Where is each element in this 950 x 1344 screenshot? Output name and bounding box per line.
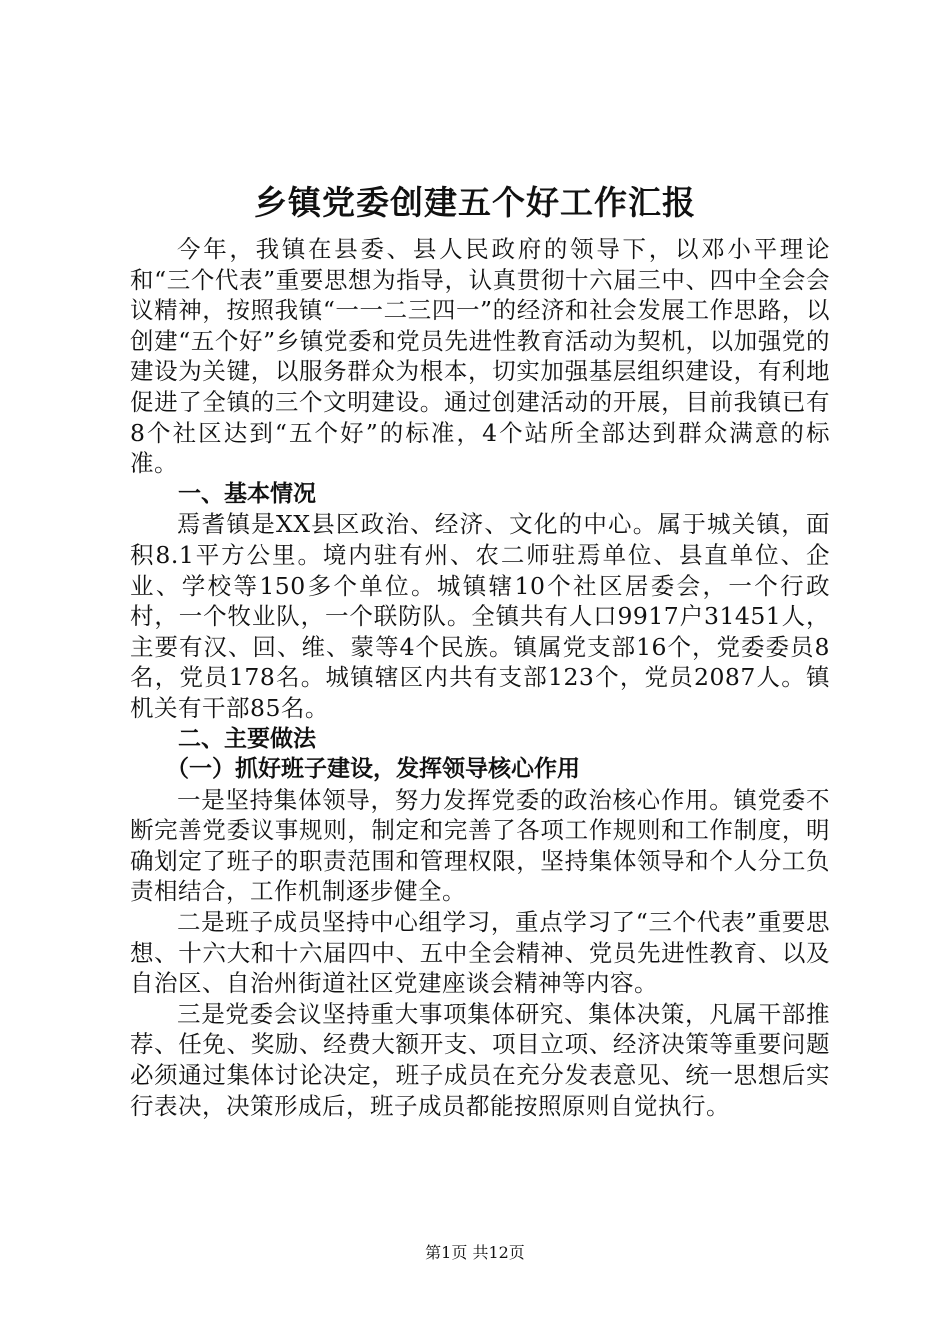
page-number-footer: 第1页 共12页 [425, 1243, 525, 1262]
document-title: 乡镇党委创建五个好工作汇报 [254, 183, 696, 222]
subsection-heading-team-building: （一）抓好班子建设，发挥领导核心作用 [166, 756, 580, 783]
document-body [130, 234, 830, 1121]
paragraph-collective-leadership: 一是坚持集体领导，努力发挥党委的政治核心作用。镇党委不断完善党委议事规则，制定和完善了各项工作规则和工作制度，明确划定了班子的职责范围和管理权限，坚持集体领导和个人分工负责相结合，工作机制逐步健全。 [130, 785, 830, 906]
basic-info-paragraph: 焉耆镇是XX县区政治、经济、文化的中心。属于城关镇，面积8.1平方公里。境内驻有州、农二师驻焉单位、县直单位、企业、学校等150多个单位。城镇辖10个社区居委会，一个行政村，一个牧业队，一个联防队。全镇共有人口9917户31451人，主要有汉、回、维、蒙等4个民族。镇属党支部16个，党委委员8名，党员178名。城镇辖区内共有支部123个，党员2087人。镇机关有干部85名。 [130, 510, 830, 722]
section-heading-main-practices: 二、主要做法 [178, 725, 316, 752]
paragraph-group-study: 二是班子成员坚持中心组学习，重点学习了“三个代表”重要思想、十六大和十六届四中、五中全会精神、党员先进性教育、以及自治区、自治州街道社区党建座谈会精神等内容。 [130, 908, 830, 998]
intro-paragraph: 今年，我镇在县委、县人民政府的领导下，以邓小平理论和“三个代表”重要思想为指导，认真贯彻十六届三中、四中全会会议精神，按照我镇“一一二三四一”的经济和社会发展工作思路，以创建“五个好”乡镇党委和党员先进性教育活动为契机，以加强党的建设为关键，以服务群众为根本，切实加强基层组织建设，有利地促进了全镇的三个文明建设。通过创建活动的开展，目前我镇已有8个社区达到“五个好”的标准，4个站所全部达到群众满意的标准。 [130, 235, 830, 478]
paragraph-collective-decision: 三是党委会议坚持重大事项集体研究、集体决策，凡属干部推荐、任免、奖励、经费大额开支、项目立项、经济决策等重要问题必须通过集体讨论决定，班子成员在充分发表意见、统一思想后实行表决，决策形成后，班子成员都能按照原则自觉执行。 [130, 999, 830, 1120]
section-heading-basic-info: 一、基本情况 [178, 480, 316, 507]
